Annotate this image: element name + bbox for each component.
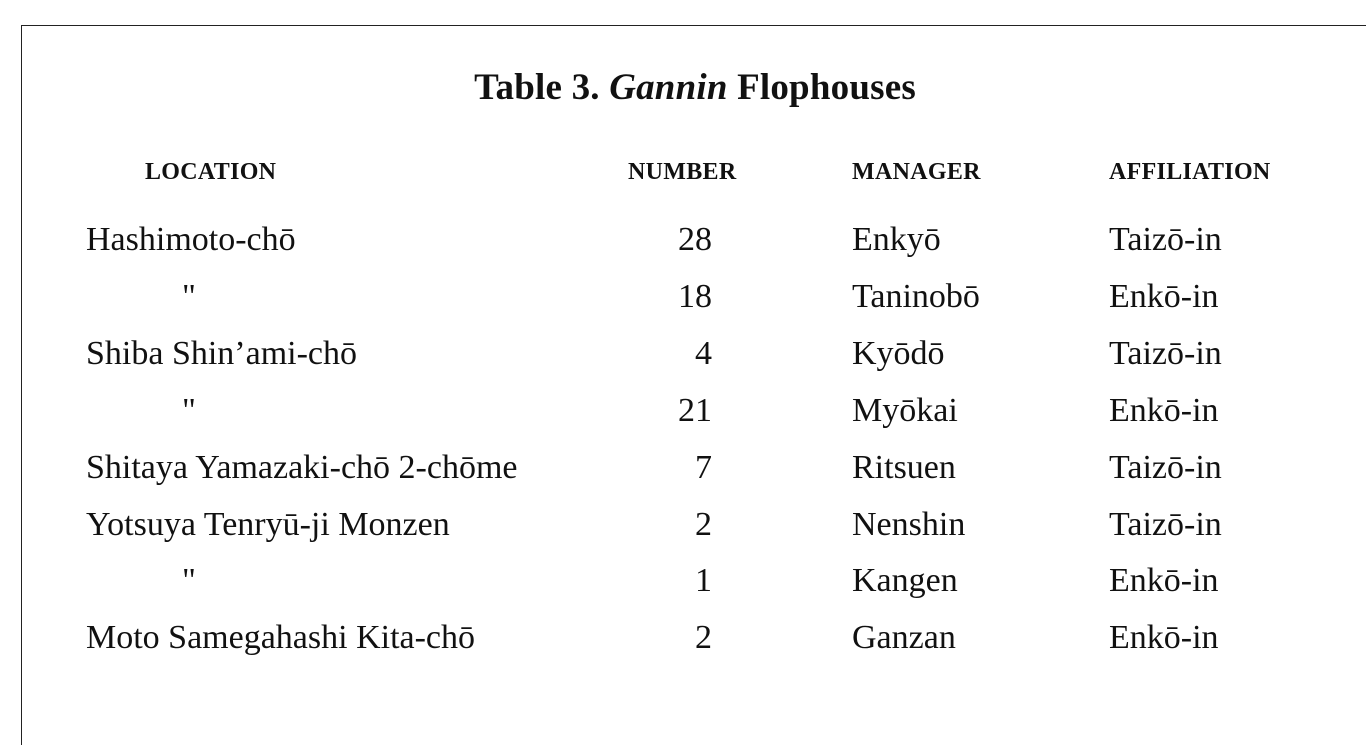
location-cell: Hashimoto-chō — [86, 221, 296, 258]
number-cell: 1 — [695, 562, 712, 599]
location-cell: Moto Samegahashi Kita-chō — [86, 619, 476, 656]
affiliation-cell: Taizō-in — [1109, 449, 1222, 486]
manager-cell: Myōkai — [852, 392, 958, 429]
header-manager: MANAGER — [852, 159, 981, 185]
affiliation-cell: Enkō-in — [1109, 619, 1219, 656]
manager-cell: Taninobō — [852, 278, 980, 315]
header-number: NUMBER — [628, 159, 737, 185]
table-title-prefix: Table 3. — [474, 67, 600, 108]
location-cell: Shiba Shin’ami-chō — [86, 335, 358, 372]
location-cell: " — [182, 562, 196, 599]
number-cell: 18 — [678, 278, 712, 315]
table-row — [0, 505, 1366, 561]
header-location: LOCATION — [145, 159, 277, 185]
manager-cell: Ritsuen — [852, 449, 956, 486]
manager-cell: Kangen — [852, 562, 958, 599]
affiliation-cell: Taizō-in — [1109, 221, 1222, 258]
manager-cell: Nenshin — [852, 506, 966, 543]
table-row — [0, 618, 1366, 674]
table-row — [0, 334, 1366, 390]
affiliation-cell: Enkō-in — [1109, 562, 1219, 599]
table-title-suffix: Flophouses — [737, 67, 916, 108]
table-row — [0, 220, 1366, 276]
number-cell: 21 — [678, 392, 712, 429]
number-cell: 4 — [695, 335, 712, 372]
affiliation-cell: Taizō-in — [1109, 506, 1222, 543]
number-cell: 28 — [678, 221, 712, 258]
manager-cell: Kyōdō — [852, 335, 945, 372]
table-row — [0, 561, 1366, 617]
table-row — [0, 277, 1366, 333]
number-cell: 2 — [695, 506, 712, 543]
number-cell: 2 — [695, 619, 712, 656]
affiliation-cell: Taizō-in — [1109, 335, 1222, 372]
manager-cell: Enkyō — [852, 221, 941, 258]
location-cell: Shitaya Yamazaki-chō 2-chōme — [86, 449, 518, 486]
affiliation-cell: Enkō-in — [1109, 392, 1219, 429]
location-cell: " — [182, 392, 196, 429]
location-cell: " — [182, 278, 196, 315]
location-cell: Yotsuya Tenryū-ji Monzen — [86, 506, 450, 543]
table-row — [0, 391, 1366, 447]
table-title — [0, 66, 1366, 109]
number-cell: 7 — [695, 449, 712, 486]
header-affiliation: AFFILIATION — [1109, 159, 1271, 185]
manager-cell: Ganzan — [852, 619, 956, 656]
affiliation-cell: Enkō-in — [1109, 278, 1219, 315]
table-row — [0, 448, 1366, 504]
table-title-italic: Gannin — [609, 67, 728, 108]
